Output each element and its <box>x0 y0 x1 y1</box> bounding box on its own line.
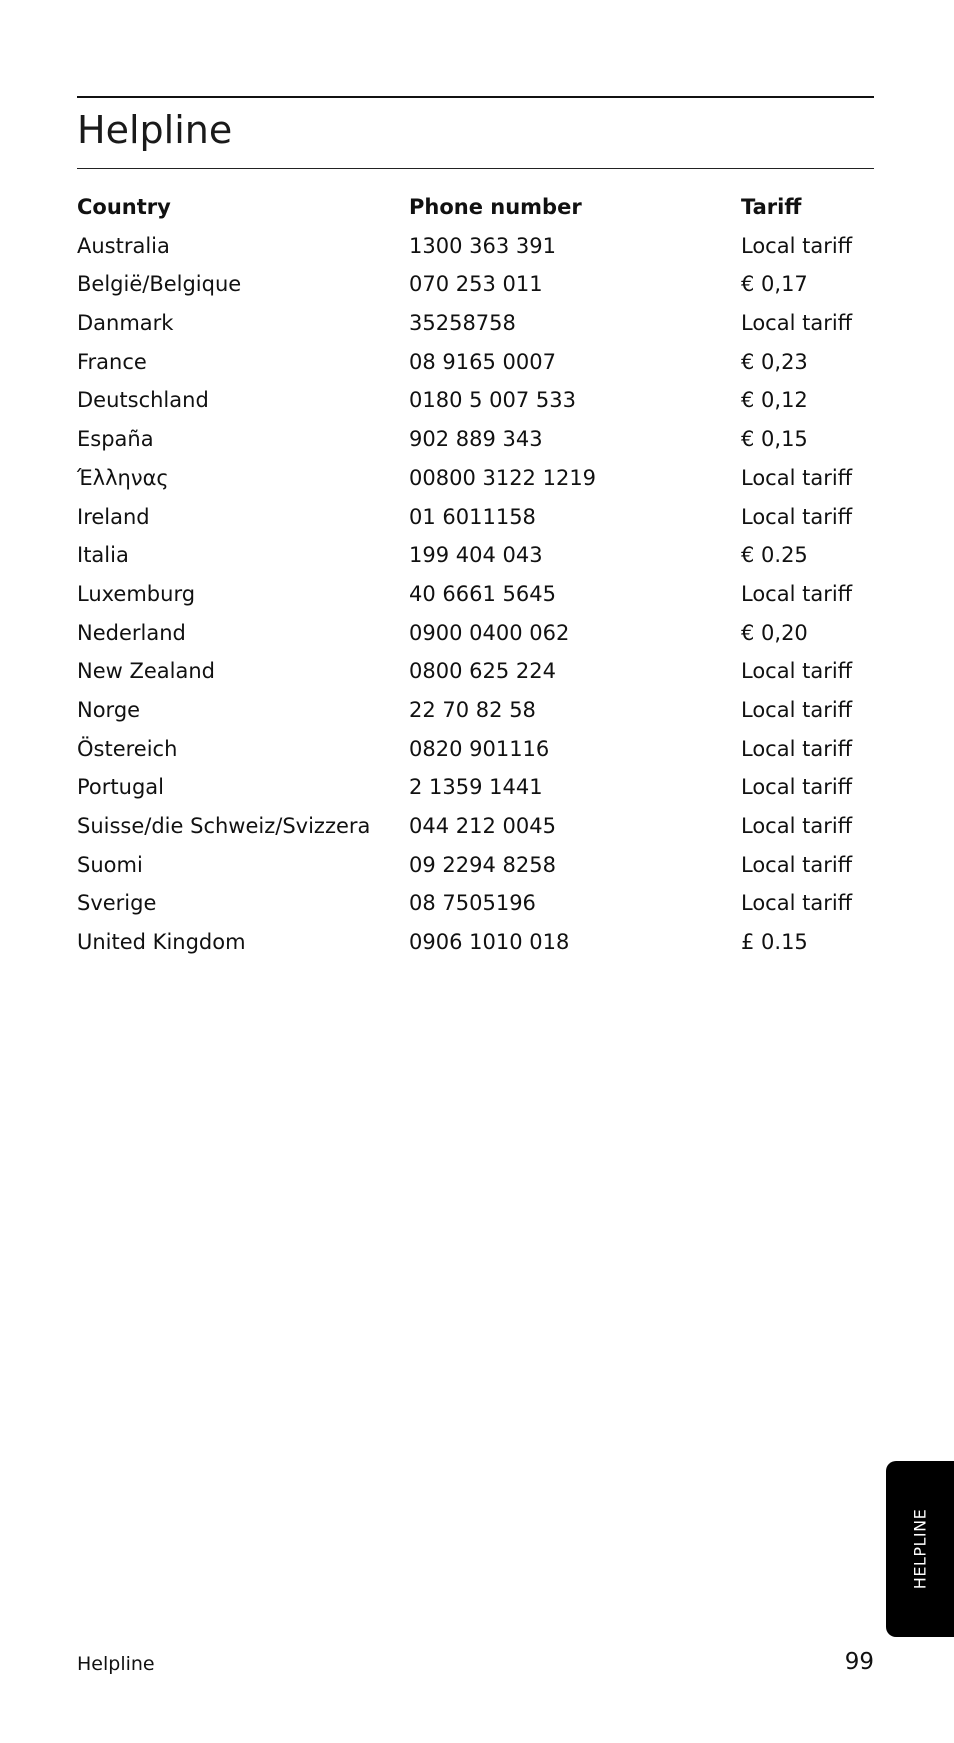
country-cell: Nederland <box>77 620 186 645</box>
tariff-cell: € 0,15 <box>741 427 808 452</box>
tariff-cell: Local tariff <box>741 852 853 877</box>
country-cell: Suisse/die Schweiz/Svizzera <box>77 814 371 838</box>
phone-cell: 01 6011158 <box>409 504 536 529</box>
tariff-cell: € 0,23 <box>741 349 808 374</box>
tariff-cell: Local tariff <box>741 659 853 684</box>
phone-cell: 08 9165 0007 <box>409 349 556 374</box>
side-tab-label: HELPLINE <box>910 1508 930 1590</box>
table-row <box>77 536 874 575</box>
country-cell: New Zealand <box>77 659 215 684</box>
country-cell: United Kingdom <box>77 930 246 955</box>
table-row <box>77 923 874 962</box>
phone-cell: 0820 901116 <box>409 736 550 761</box>
page-title: Helpline <box>77 108 233 152</box>
country-cell: Suomi <box>77 852 143 877</box>
table-row <box>77 343 874 382</box>
country-cell: Ireland <box>77 504 150 529</box>
country-cell: Sverige <box>77 891 157 916</box>
section-side-tab <box>886 1461 954 1637</box>
column-header-country: Country <box>77 195 171 219</box>
tariff-cell: € 0,17 <box>741 272 808 297</box>
country-cell: België/Belgique <box>77 272 242 297</box>
column-header-tariff: Tariff <box>741 195 802 219</box>
page-number: 99 <box>844 1649 874 1675</box>
tariff-cell: € 0.25 <box>741 543 808 568</box>
table-row <box>77 227 874 266</box>
phone-cell: 00800 3122 1219 <box>409 465 597 490</box>
table-row <box>77 691 874 730</box>
phone-cell: 199 404 043 <box>409 543 543 568</box>
country-cell: Danmark <box>77 311 174 336</box>
table-row <box>77 614 874 653</box>
phone-cell: 22 70 82 58 <box>409 697 536 722</box>
tariff-cell: Local tariff <box>741 814 853 838</box>
phone-cell: 35258758 <box>409 311 516 336</box>
country-cell: Portugal <box>77 775 164 800</box>
country-cell: Östereich <box>77 736 178 761</box>
table-row <box>77 768 874 807</box>
table-row <box>77 265 874 304</box>
tariff-cell: Local tariff <box>741 697 853 722</box>
country-cell: España <box>77 427 154 452</box>
tariff-cell: Local tariff <box>741 891 853 916</box>
country-cell: France <box>77 349 147 374</box>
table-row <box>77 730 874 769</box>
phone-cell: 40 6661 5645 <box>409 581 556 606</box>
phone-cell: 070 253 011 <box>409 272 543 297</box>
table-row <box>77 575 874 614</box>
table-row <box>77 420 874 459</box>
country-cell: Norge <box>77 697 141 722</box>
title-bottom-rule <box>77 168 874 169</box>
tariff-cell: Local tariff <box>741 504 853 529</box>
phone-cell: 902 889 343 <box>409 427 543 452</box>
phone-cell: 2 1359 1441 <box>409 775 543 800</box>
country-cell: Italia <box>77 543 129 568</box>
phone-cell: 1300 363 391 <box>409 233 556 258</box>
country-cell: Έλληνας <box>77 465 169 490</box>
table-row <box>77 884 874 923</box>
tariff-cell: Local tariff <box>741 311 853 336</box>
column-header-phone: Phone number <box>409 195 582 219</box>
country-cell: Luxemburg <box>77 581 196 606</box>
tariff-cell: € 0,20 <box>741 620 808 645</box>
tariff-cell: £ 0.15 <box>741 930 808 955</box>
tariff-cell: Local tariff <box>741 775 853 800</box>
title-top-rule <box>77 96 874 98</box>
tariff-cell: Local tariff <box>741 233 853 258</box>
phone-cell: 0906 1010 018 <box>409 930 570 955</box>
phone-cell: 044 212 0045 <box>409 814 556 838</box>
phone-cell: 0180 5 007 533 <box>409 388 576 413</box>
phone-cell: 08 7505196 <box>409 891 536 916</box>
table-row <box>77 498 874 537</box>
helpline-table <box>77 188 874 962</box>
phone-cell: 09 2294 8258 <box>409 852 556 877</box>
tariff-cell: Local tariff <box>741 465 853 490</box>
table-row <box>77 846 874 885</box>
table-row <box>77 459 874 498</box>
table-row <box>77 807 874 846</box>
table-row <box>77 652 874 691</box>
tariff-cell: € 0,12 <box>741 388 808 413</box>
phone-cell: 0900 0400 062 <box>409 620 570 645</box>
table-header-row <box>77 188 874 227</box>
tariff-cell: Local tariff <box>741 581 853 606</box>
table-row <box>77 304 874 343</box>
phone-cell: 0800 625 224 <box>409 659 556 684</box>
footer-section-label: Helpline <box>77 1653 155 1675</box>
country-cell: Deutschland <box>77 388 209 413</box>
tariff-cell: Local tariff <box>741 736 853 761</box>
country-cell: Australia <box>77 233 170 258</box>
table-row <box>77 381 874 420</box>
